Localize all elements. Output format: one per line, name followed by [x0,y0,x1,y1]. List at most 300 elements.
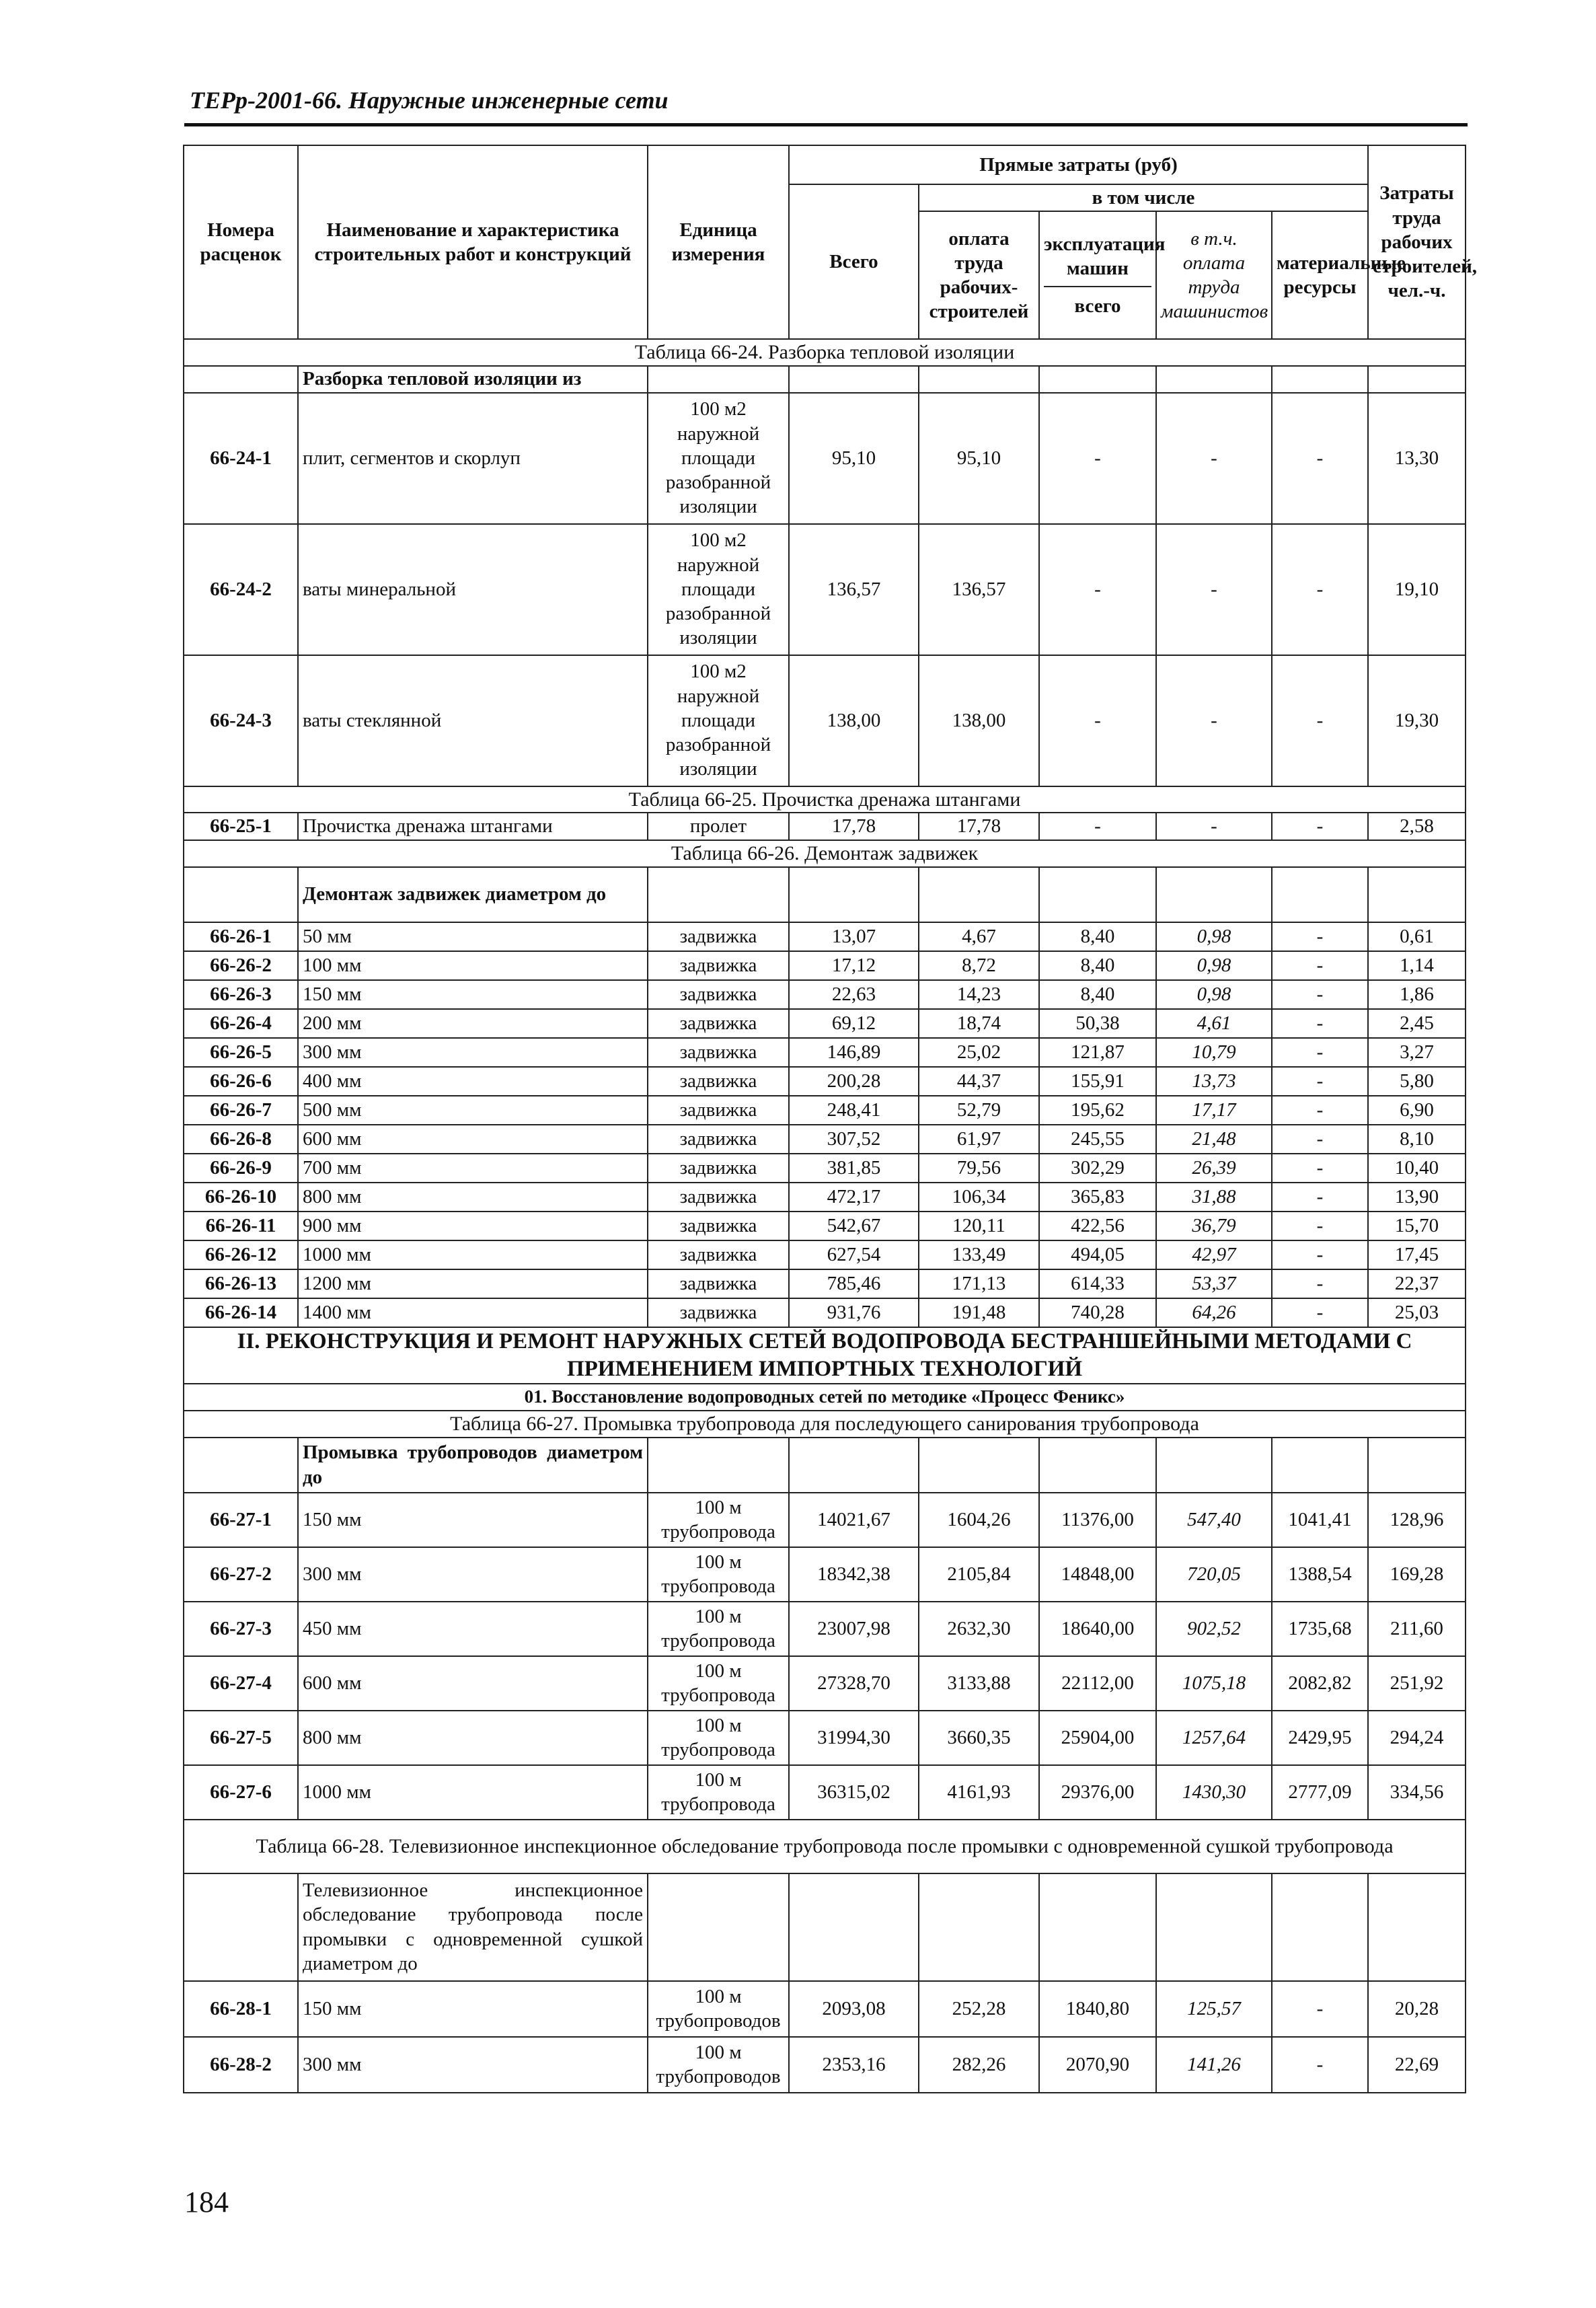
rate-code: 66-26-12 [184,1240,298,1269]
machinist-labor-cost: 1430,30 [1156,1765,1272,1820]
unit-cell: 100 м трубопроводов [648,1981,789,2037]
unit-cell: задвижка [648,1240,789,1269]
unit-cell: задвижка [648,1067,789,1096]
machine-cost: 1840,80 [1039,1981,1156,2037]
materials-cost: - [1272,1183,1368,1212]
col-direct-costs-header: Прямые затраты (руб) [789,145,1368,184]
empty-cell [919,1438,1039,1493]
unit-cell: 100 м трубопровода [648,1493,789,1547]
total-cost: 627,54 [789,1240,919,1269]
table-row [184,813,1466,840]
table-row [184,1547,1466,1602]
unit-cell: 100 м трубопровода [648,1602,789,1656]
work-name: 600 мм [298,1125,648,1154]
materials-cost: - [1272,1096,1368,1125]
empty-cell [1272,1873,1368,1981]
machinist-labor-cost: - [1156,524,1272,655]
table-row [184,1656,1466,1711]
materials-cost: - [1272,1212,1368,1240]
table-row [184,1067,1466,1096]
labor-hours: 10,40 [1368,1154,1466,1183]
work-name: 150 мм [298,980,648,1009]
work-name: 300 мм [298,2037,648,2093]
labor-hours: 15,70 [1368,1212,1466,1240]
unit-cell: задвижка [648,1009,789,1038]
rate-code: 66-26-13 [184,1269,298,1298]
col-labor-header: оплата труда рабочих-строителей [919,211,1039,339]
table-row [184,1125,1466,1154]
labor-hours: 211,60 [1368,1602,1466,1656]
table-row [184,1038,1466,1067]
work-name: плит, сегментов и скорлуп [298,393,648,524]
table-row [184,1009,1466,1038]
unit-cell: задвижка [648,1212,789,1240]
work-name: 1000 мм [298,1765,648,1820]
unit-cell: задвижка [648,1096,789,1125]
rate-code: 66-26-14 [184,1298,298,1327]
empty-cell [1156,867,1272,922]
unit-cell: задвижка [648,1269,789,1298]
machinist-labor-cost: 0,98 [1156,980,1272,1009]
labor-cost: 120,11 [919,1212,1039,1240]
table-row [184,1981,1466,2037]
rate-code: 66-26-8 [184,1125,298,1154]
materials-cost: - [1272,1125,1368,1154]
price-table [183,145,1478,2093]
total-cost: 17,12 [789,951,919,980]
work-name: Прочистка дренажа штангами [298,813,648,840]
labor-hours: 2,45 [1368,1009,1466,1038]
work-name: ваты минеральной [298,524,648,655]
section-title: II. РЕКОНСТРУКЦИЯ И РЕМОНТ НАРУЖНЫХ СЕТЕЙ ВОДОПРОВОДА БЕСТРАНШЕЙНЫМИ МЕТОДАМИ С ПРИМЕНЕНИЕМ ИМПОРТНЫХ ТЕХНОЛОГИЙ [184,1327,1466,1384]
work-name: 400 мм [298,1067,648,1096]
col-total-header: Всего [789,184,919,339]
machinist-labor-cost: 0,98 [1156,951,1272,980]
materials-cost: - [1272,1067,1368,1096]
total-cost: 31994,30 [789,1711,919,1765]
unit-cell: задвижка [648,1038,789,1067]
machinist-labor-cost: 64,26 [1156,1298,1272,1327]
machine-cost: 365,83 [1039,1183,1156,1212]
labor-hours: 251,92 [1368,1656,1466,1711]
empty-cell [648,867,789,922]
rate-code: 66-26-5 [184,1038,298,1067]
machine-cost: 29376,00 [1039,1765,1156,1820]
labor-cost: 133,49 [919,1240,1039,1269]
total-cost: 18342,38 [789,1547,919,1602]
empty-cell [789,366,919,393]
labor-hours: 1,14 [1368,951,1466,980]
total-cost: 27328,70 [789,1656,919,1711]
rate-code: 66-26-10 [184,1183,298,1212]
work-name: 150 мм [298,1493,648,1547]
rate-code: 66-26-1 [184,922,298,951]
empty-cell [1368,867,1466,922]
group-title: Разборка тепловой изоляции из [298,366,648,393]
machine-cost: 422,56 [1039,1212,1156,1240]
total-cost: 138,00 [789,655,919,786]
empty-cell [648,1438,789,1493]
header-rule [184,123,1468,126]
labor-cost: 25,02 [919,1038,1039,1067]
work-name: 150 мм [298,1981,648,2037]
work-name: 300 мм [298,1038,648,1067]
unit-cell: 100 м2 наружной площади разобранной изоляции [648,393,789,524]
rate-code: 66-27-1 [184,1493,298,1547]
work-name: 200 мм [298,1009,648,1038]
empty-cell [1156,1438,1272,1493]
machinist-labor-cost: 53,37 [1156,1269,1272,1298]
table-caption-66-26: Таблица 66-26. Демонтаж задвижек [184,840,1466,867]
materials-cost: - [1272,980,1368,1009]
machine-cost: 2070,90 [1039,2037,1156,2093]
work-name: 700 мм [298,1154,648,1183]
machine-cost: - [1039,393,1156,524]
materials-cost: - [1272,922,1368,951]
materials-cost: - [1272,1154,1368,1183]
table-caption-66-25: Таблица 66-25. Прочистка дренажа штангами [184,786,1466,813]
labor-cost: 252,28 [919,1981,1039,2037]
table-row [184,1096,1466,1125]
empty-cell [1039,1438,1156,1493]
work-name: 300 мм [298,1547,648,1602]
machinist-labor-cost: 141,26 [1156,2037,1272,2093]
rate-code: 66-28-1 [184,1981,298,2037]
machinist-labor-cost: 0,98 [1156,922,1272,951]
materials-cost: - [1272,1038,1368,1067]
labor-hours: 169,28 [1368,1547,1466,1602]
work-name: 50 мм [298,922,648,951]
col-machines-total: всего [1044,286,1151,318]
col-code-header: Номера расценок [184,145,298,339]
labor-cost: 17,78 [919,813,1039,840]
labor-hours: 19,30 [1368,655,1466,786]
col-machines-header [1039,211,1166,339]
total-cost: 472,17 [789,1183,919,1212]
materials-cost: 2082,82 [1272,1656,1368,1711]
work-name: 600 мм [298,1656,648,1711]
table-row [184,2037,1466,2093]
document-header: ТЕРр-2001-66. Наружные инженерные сети [190,87,669,114]
machinist-labor-cost: - [1156,393,1272,524]
machinist-labor-cost: 13,73 [1156,1067,1272,1096]
labor-hours: 1,86 [1368,980,1466,1009]
materials-cost: - [1272,2037,1368,2093]
rate-code: 66-27-4 [184,1656,298,1711]
total-cost: 22,63 [789,980,919,1009]
machinist-labor-cost: 17,17 [1156,1096,1272,1125]
machinist-labor-cost: 720,05 [1156,1547,1272,1602]
machine-cost: 195,62 [1039,1096,1156,1125]
table-row [184,1298,1466,1327]
materials-cost: - [1272,655,1368,786]
machine-cost: 614,33 [1039,1269,1156,1298]
rate-code: 66-26-3 [184,980,298,1009]
empty-cell [1156,366,1272,393]
machinist-labor-cost: 1257,64 [1156,1711,1272,1765]
unit-cell: задвижка [648,1125,789,1154]
total-cost: 14021,67 [789,1493,919,1547]
total-cost: 69,12 [789,1009,919,1038]
empty-cell [1039,867,1156,922]
table-row [184,655,1466,786]
labor-hours: 2,58 [1368,813,1466,840]
empty-cell [648,1873,789,1981]
labor-hours: 294,24 [1368,1711,1466,1765]
unit-cell: задвижка [648,951,789,980]
labor-hours: 6,90 [1368,1096,1466,1125]
materials-cost: 2777,09 [1272,1765,1368,1820]
labor-cost: 8,72 [919,951,1039,980]
table-row [184,1154,1466,1183]
total-cost: 136,57 [789,524,919,655]
materials-cost: - [1272,813,1368,840]
rate-code: 66-26-7 [184,1096,298,1125]
labor-cost: 44,37 [919,1067,1039,1096]
labor-hours: 20,28 [1368,1981,1466,2037]
machinist-labor-cost: - [1156,813,1272,840]
table-caption-66-28: Таблица 66-28. Телевизионное инспекционное обследование трубопровода после промывки с одновременной сушкой трубопровода [184,1820,1466,1873]
empty-cell [184,366,298,393]
machine-cost: 302,29 [1039,1154,1156,1183]
total-cost: 307,52 [789,1125,919,1154]
machine-cost: - [1039,524,1156,655]
table-row [184,1602,1466,1656]
machine-cost: 740,28 [1039,1298,1156,1327]
labor-cost: 3133,88 [919,1656,1039,1711]
labor-cost: 171,13 [919,1269,1039,1298]
labor-hours: 22,69 [1368,2037,1466,2093]
rate-code: 66-27-5 [184,1711,298,1765]
machine-cost: - [1039,655,1156,786]
rate-code: 66-28-2 [184,2037,298,2093]
work-name: 100 мм [298,951,648,980]
unit-cell: задвижка [648,922,789,951]
materials-cost: 1735,68 [1272,1602,1368,1656]
unit-cell: 100 м2 наружной площади разобранной изоляции [648,524,789,655]
unit-cell: 100 м трубопровода [648,1547,789,1602]
materials-cost: - [1272,951,1368,980]
materials-cost: - [1272,1269,1368,1298]
work-name: 800 мм [298,1183,648,1212]
table-row [184,1765,1466,1820]
empty-cell [919,366,1039,393]
machinist-labor-cost: 26,39 [1156,1154,1272,1183]
total-cost: 17,78 [789,813,919,840]
unit-cell: задвижка [648,980,789,1009]
section-subtitle: 01. Восстановление водопроводных сетей по методике «Процесс Феникс» [184,1384,1466,1411]
materials-cost: - [1272,393,1368,524]
table-row [184,524,1466,655]
group-title: Промывка трубопроводов диаметром до [298,1438,648,1493]
labor-hours: 13,90 [1368,1183,1466,1212]
unit-cell: 100 м трубопровода [648,1656,789,1711]
labor-hours: 334,56 [1368,1765,1466,1820]
empty-cell [184,1873,298,1981]
labor-cost: 2632,30 [919,1602,1039,1656]
labor-cost: 18,74 [919,1009,1039,1038]
machinist-labor-cost: 31,88 [1156,1183,1272,1212]
machine-cost: 155,91 [1039,1067,1156,1096]
unit-cell: 100 м трубопровода [648,1765,789,1820]
unit-cell: 100 м трубопровода [648,1711,789,1765]
empty-cell [1272,1438,1368,1493]
labor-cost: 282,26 [919,2037,1039,2093]
labor-cost: 1604,26 [919,1493,1039,1547]
col-name-header: Наименование и характеристика строительных работ и конструкций [298,145,648,339]
work-name: 1400 мм [298,1298,648,1327]
empty-cell [1368,1873,1466,1981]
table-caption-66-27: Таблица 66-27. Промывка трубопровода для последующего санирования трубопровода [184,1411,1466,1438]
materials-cost: - [1272,1981,1368,2037]
machinist-labor-cost: 42,97 [1156,1240,1272,1269]
empty-cell [1368,1438,1466,1493]
labor-cost: 191,48 [919,1298,1039,1327]
labor-cost: 138,00 [919,655,1039,786]
machine-cost: 11376,00 [1039,1493,1156,1547]
table-row [184,1212,1466,1240]
rate-code: 66-26-2 [184,951,298,980]
machine-cost: 25904,00 [1039,1711,1156,1765]
machine-cost: 245,55 [1039,1125,1156,1154]
work-name: 450 мм [298,1602,648,1656]
total-cost: 23007,98 [789,1602,919,1656]
total-cost: 36315,02 [789,1765,919,1820]
labor-cost: 61,97 [919,1125,1039,1154]
unit-cell: задвижка [648,1298,789,1327]
table-row [184,1711,1466,1765]
materials-cost: 1388,54 [1272,1547,1368,1602]
materials-cost: - [1272,1009,1368,1038]
rate-code: 66-24-2 [184,524,298,655]
unit-cell: задвижка [648,1183,789,1212]
labor-cost: 106,34 [919,1183,1039,1212]
rate-code: 66-27-2 [184,1547,298,1602]
table-row [184,393,1466,524]
page-number: 184 [184,2186,229,2219]
work-name: 800 мм [298,1711,648,1765]
table-caption-66-24: Таблица 66-24. Разборка тепловой изоляции [184,339,1466,366]
empty-cell [789,867,919,922]
machinist-labor-cost: 10,79 [1156,1038,1272,1067]
machine-cost: 14848,00 [1039,1547,1156,1602]
unit-cell: 100 м2 наружной площади разобранной изоляции [648,655,789,786]
total-cost: 2353,16 [789,2037,919,2093]
labor-hours: 13,30 [1368,393,1466,524]
unit-cell: пролет [648,813,789,840]
labor-hours: 5,80 [1368,1067,1466,1096]
col-labor-hours-header: Затраты труда рабочих строителей, чел.-ч. [1368,145,1466,339]
machinist-labor-cost: 21,48 [1156,1125,1272,1154]
rate-code: 66-27-3 [184,1602,298,1656]
labor-cost: 3660,35 [919,1711,1039,1765]
group-title: Телевизионное инспекционное обследование трубопровода после промывки с одновременной сушкой диаметром до [298,1873,648,1981]
labor-cost: 79,56 [919,1154,1039,1183]
table-row [184,1240,1466,1269]
machine-cost: 8,40 [1039,951,1156,980]
col-materials-header: материальные ресурсы [1272,211,1368,339]
work-name: 1200 мм [298,1269,648,1298]
total-cost: 542,67 [789,1212,919,1240]
materials-cost: 2429,95 [1272,1711,1368,1765]
labor-hours: 128,96 [1368,1493,1466,1547]
table-row [184,1269,1466,1298]
machine-cost: 18640,00 [1039,1602,1156,1656]
machine-cost: 494,05 [1039,1240,1156,1269]
machine-cost: 121,87 [1039,1038,1156,1067]
machinist-labor-cost: - [1156,655,1272,786]
machinist-labor-cost: 125,57 [1156,1981,1272,2037]
col-including-header: в том числе [919,184,1368,211]
rate-code: 66-27-6 [184,1765,298,1820]
total-cost: 931,76 [789,1298,919,1327]
table-row [184,922,1466,951]
labor-cost: 95,10 [919,393,1039,524]
total-cost: 146,89 [789,1038,919,1067]
machine-cost: 8,40 [1039,922,1156,951]
col-machines-title: эксплуатация машин [1044,233,1166,279]
machine-cost: 8,40 [1039,980,1156,1009]
total-cost: 785,46 [789,1269,919,1298]
empty-cell [184,1438,298,1493]
empty-cell [184,867,298,922]
machinist-labor-cost: 902,52 [1156,1602,1272,1656]
work-name: 1000 мм [298,1240,648,1269]
rate-code: 66-26-11 [184,1212,298,1240]
empty-cell [919,867,1039,922]
machine-cost: 50,38 [1039,1009,1156,1038]
rate-code: 66-25-1 [184,813,298,840]
empty-cell [789,1438,919,1493]
empty-cell [1272,366,1368,393]
col-machines-labor-header: в т.ч. оплата труда машинистов [1156,211,1272,339]
empty-cell [1272,867,1368,922]
labor-cost: 4,67 [919,922,1039,951]
labor-cost: 136,57 [919,524,1039,655]
labor-cost: 4161,93 [919,1765,1039,1820]
total-cost: 200,28 [789,1067,919,1096]
total-cost: 381,85 [789,1154,919,1183]
labor-hours: 22,37 [1368,1269,1466,1298]
empty-cell [1156,1873,1272,1981]
unit-cell: 100 м трубопроводов [648,2037,789,2093]
labor-hours: 19,10 [1368,524,1466,655]
rate-code: 66-26-9 [184,1154,298,1183]
group-title: Демонтаж задвижек диаметром до [298,867,648,922]
table-row [184,980,1466,1009]
machine-cost: 22112,00 [1039,1656,1156,1711]
materials-cost: 1041,41 [1272,1493,1368,1547]
total-cost: 13,07 [789,922,919,951]
unit-cell: задвижка [648,1154,789,1183]
machine-cost: - [1039,813,1156,840]
empty-cell [1039,1873,1156,1981]
table-row [184,951,1466,980]
machinist-labor-cost: 4,61 [1156,1009,1272,1038]
labor-hours: 0,61 [1368,922,1466,951]
machinist-labor-cost: 36,79 [1156,1212,1272,1240]
labor-cost: 14,23 [919,980,1039,1009]
labor-hours: 8,10 [1368,1125,1466,1154]
table-row [184,1493,1466,1547]
total-cost: 248,41 [789,1096,919,1125]
rate-code: 66-26-6 [184,1067,298,1096]
labor-cost: 52,79 [919,1096,1039,1125]
machinist-labor-cost: 1075,18 [1156,1656,1272,1711]
labor-cost: 2105,84 [919,1547,1039,1602]
total-cost: 2093,08 [789,1981,919,2037]
rate-code: 66-26-4 [184,1009,298,1038]
